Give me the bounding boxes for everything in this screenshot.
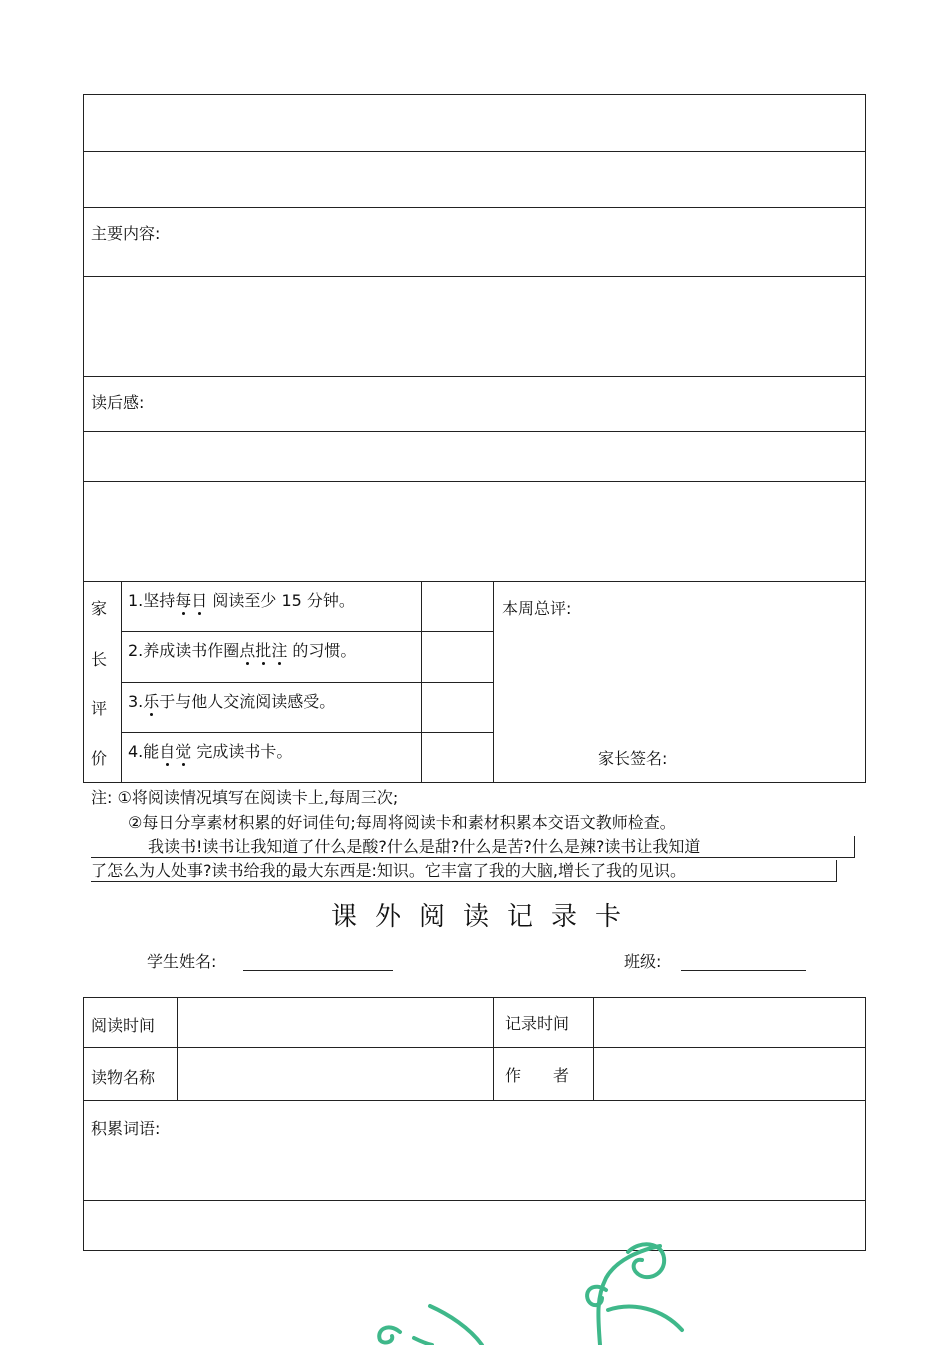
vine-leaf (608, 1307, 682, 1330)
eval-score-cell-1[interactable] (422, 582, 492, 630)
column-divider (493, 581, 494, 783)
eval-criterion-4 (128, 742, 292, 762)
criterion-text: 4.能 (128, 742, 160, 761)
eval-score-cell-4[interactable] (422, 733, 492, 782)
title-input-row[interactable] (84, 95, 865, 150)
class-label: 班级: (624, 952, 662, 971)
criterion-text: 于与他人交流阅读感受。 (159, 692, 336, 711)
paragraph-underline (91, 881, 837, 882)
eval-criterion-2 (128, 641, 356, 661)
reading-paragraph-line-2: 了怎么为人处事?读书给我的最大东西是:知识。它丰富了我的大脑,增长了我的见识。 (91, 861, 686, 880)
author-input-row[interactable] (84, 152, 865, 206)
reading-time-field[interactable] (178, 998, 492, 1046)
student-name-label: 学生姓名: (147, 952, 217, 971)
reflection-field-line1[interactable] (84, 432, 865, 480)
criterion-text: 2.养成读书作圈 (128, 641, 240, 660)
paragraph-bracket (854, 836, 855, 857)
criterion-text: 3. (128, 692, 144, 711)
reading-paragraph-line-1: 我读书!读书让我知道了什么是酸?什么是甜?什么是苦?什么是辣?读书让我知道 (148, 837, 701, 856)
emphasis-char: 注 (271, 641, 288, 660)
vocab-label: 积累词语: (91, 1119, 161, 1138)
column-divider (493, 997, 494, 1100)
book-name-label: 读物名称 (91, 1068, 156, 1087)
paragraph-bracket (836, 860, 837, 881)
emphasis-char: 批 (255, 641, 272, 660)
emphasis-char: 乐 (143, 692, 160, 711)
record-time-label: 记录时间 (505, 1014, 570, 1033)
main-content-label: 主要内容: (91, 224, 161, 243)
vine-decoration (370, 1238, 700, 1345)
paragraph-underline (91, 857, 855, 858)
author-label: 作 者 (505, 1066, 570, 1085)
vine-stem (598, 1246, 660, 1345)
class-field[interactable] (681, 954, 806, 971)
record-time-field[interactable] (594, 998, 865, 1046)
reflection-field-line2[interactable] (84, 482, 865, 580)
criterion-text: 阅读至少 15 分钟。 (207, 591, 355, 610)
book-name-field[interactable] (178, 1048, 492, 1099)
reflection-label: 读后感: (91, 393, 145, 412)
parent-eval-char: 评 (91, 699, 108, 718)
note-line-1: 注: ①将阅读情况填写在阅读卡上,每周三次; (91, 788, 399, 807)
criterion-text: 1.坚持 (128, 591, 176, 610)
reading-time-label: 阅读时间 (91, 1016, 156, 1035)
vine-curl (587, 1287, 606, 1305)
parent-eval-char: 家 (91, 599, 108, 618)
criterion-text: 完成读书卡。 (191, 742, 293, 761)
main-content-field[interactable] (84, 277, 865, 375)
vine-stem (430, 1306, 482, 1345)
row-divider (83, 1100, 866, 1101)
eval-criterion-1 (128, 591, 355, 611)
eval-score-cell-2[interactable] (422, 632, 492, 681)
emphasis-char: 日 (191, 591, 208, 610)
emphasis-char: 点 (239, 641, 256, 660)
emphasis-char: 每 (175, 591, 192, 610)
eval-score-cell-3[interactable] (422, 683, 492, 731)
row-divider (83, 376, 866, 377)
vine-curl (379, 1327, 400, 1342)
author-field[interactable] (594, 1048, 865, 1099)
weekly-summary-label: 本周总评: (502, 599, 572, 618)
weekly-summary-field[interactable] (500, 622, 860, 742)
emphasis-char: 自 (159, 742, 176, 761)
note-line-2: ②每日分享素材积累的好词佳句;每周将阅读卡和素材积累本交语文教师检查。 (128, 813, 676, 832)
parent-eval-char: 长 (91, 650, 108, 669)
row-divider (83, 207, 866, 208)
eval-criterion-3 (128, 692, 335, 712)
card-title: 课外阅读记录卡 (331, 902, 640, 932)
emphasis-char: 觉 (175, 742, 192, 761)
student-name-field[interactable] (243, 954, 393, 971)
parent-eval-char: 价 (91, 749, 108, 768)
parent-signature-label: 家长签名: (598, 749, 668, 768)
vocab-field[interactable] (84, 1140, 865, 1199)
vine-stem (414, 1338, 432, 1345)
criterion-text: 的习惯。 (287, 641, 357, 660)
